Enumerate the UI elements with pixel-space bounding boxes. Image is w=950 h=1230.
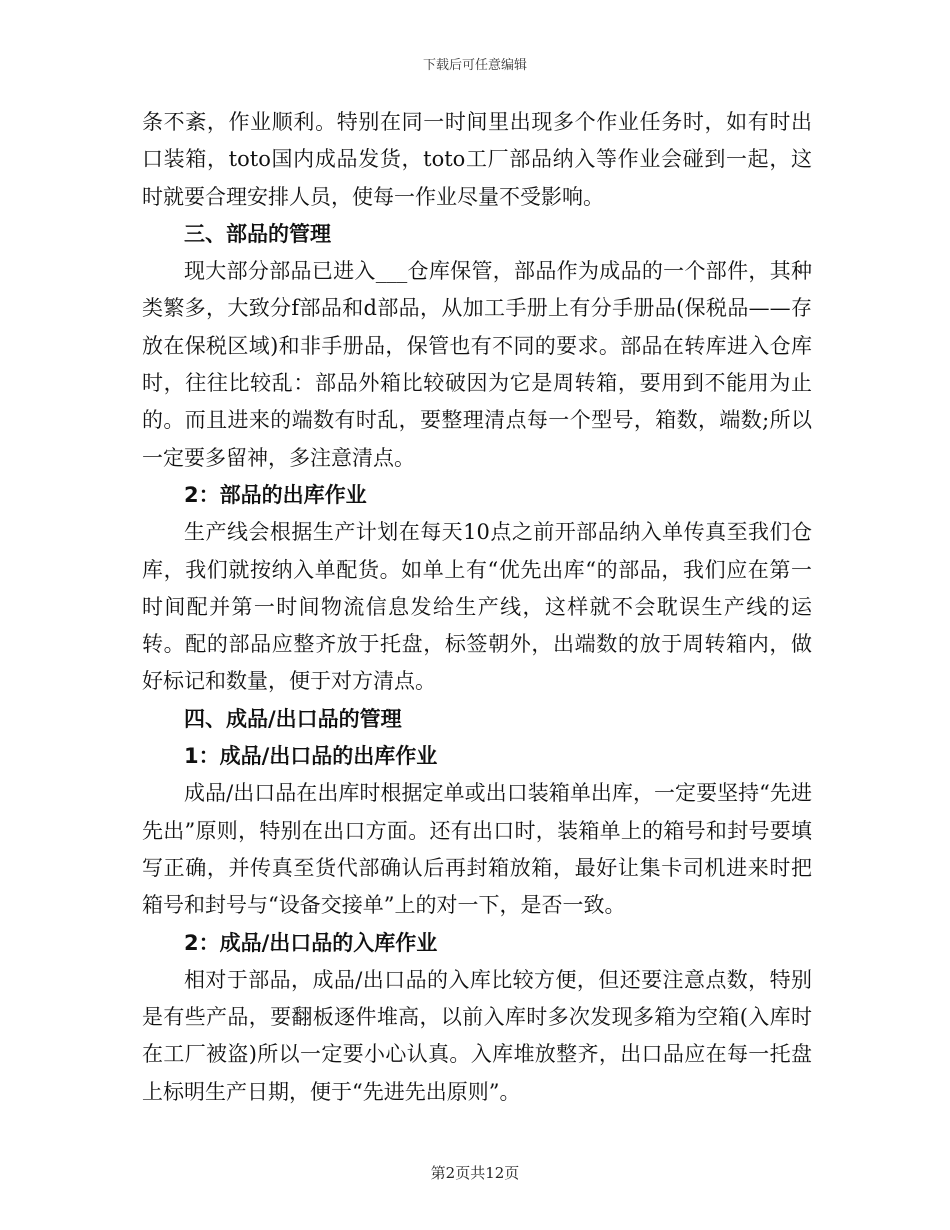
document-body (142, 104, 812, 1111)
section-heading-parts-management: 三、部品的管理 (184, 221, 331, 246)
paragraph-parts-outbound: 生产线会根据生产计划在每天10点之前开部品纳入单传真至我们仓库，我们就按纳入单配货。如单上有“优先出库“的部品，我们应在第一时间配并第一时间物流信息发给生产线，这样就不会耽误生产线的运转。配的部品应整齐放于托盘，标签朝外，出端数的放于周转箱内，做好标记和数量，便于对方清点。 (142, 520, 812, 694)
section-heading-finished-goods: 四、成品/出口品的管理 (184, 706, 402, 731)
page-number: 第2页共12页 (430, 1164, 520, 1182)
paragraph-finished-inbound: 相对于部品，成品/出口品的入库比较方便，但还要注意点数，特别是有些产品，要翻板逐件堆高，以前入库时多次发现多箱为空箱(入库时在工厂被盗)所以一定要小心认真。入库堆放整齐，出口品应在每一托盘上标明生产日期，便于“先进先出原则”。 (142, 967, 812, 1104)
subheading-finished-outbound: 1：成品/出口品的出库作业 (184, 744, 438, 769)
subheading-parts-outbound: 2：部品的出库作业 (184, 482, 367, 507)
paragraph-continuation: 条不紊，作业顺利。特别在同一时间里出现多个作业任务时，如有时出口装箱，toto国内成品发货，toto工厂部品纳入等作业会碰到一起，这时就要合理安排人员，使每一作业尽量不受影响。 (142, 110, 812, 209)
paragraph-finished-outbound: 成品/出口品在出库时根据定单或出口装箱单出库，一定要坚持“先进先出”原则，特别在出口方面。还有出口时，装箱单上的箱号和封号要填写正确，并传真至货代部确认后再封箱放箱，最好让集卡司机进来时把箱号和封号与“设备交接单”上的对一下，是否一致。 (142, 781, 812, 918)
page-header-note: 下载后可任意编辑 (422, 58, 527, 73)
paragraph-parts-storage: 现大部分部品已进入___仓库保管，部品作为成品的一个部件，其种类繁多，大致分f部品和d部品，从加工手册上有分手册品(保税品——存放在保税区域)和非手册品，保管也有不同的要求。部品在转库进入仓库时，往往比较乱：部品外箱比较破因为它是周转箱，要用到不能用为止的。而且进来的端数有时乱，要整理清点每一个型号，箱数，端数;所以一定要多留神，多注意清点。 (142, 259, 812, 470)
subheading-finished-inbound: 2：成品/出口品的入库作业 (184, 930, 438, 955)
